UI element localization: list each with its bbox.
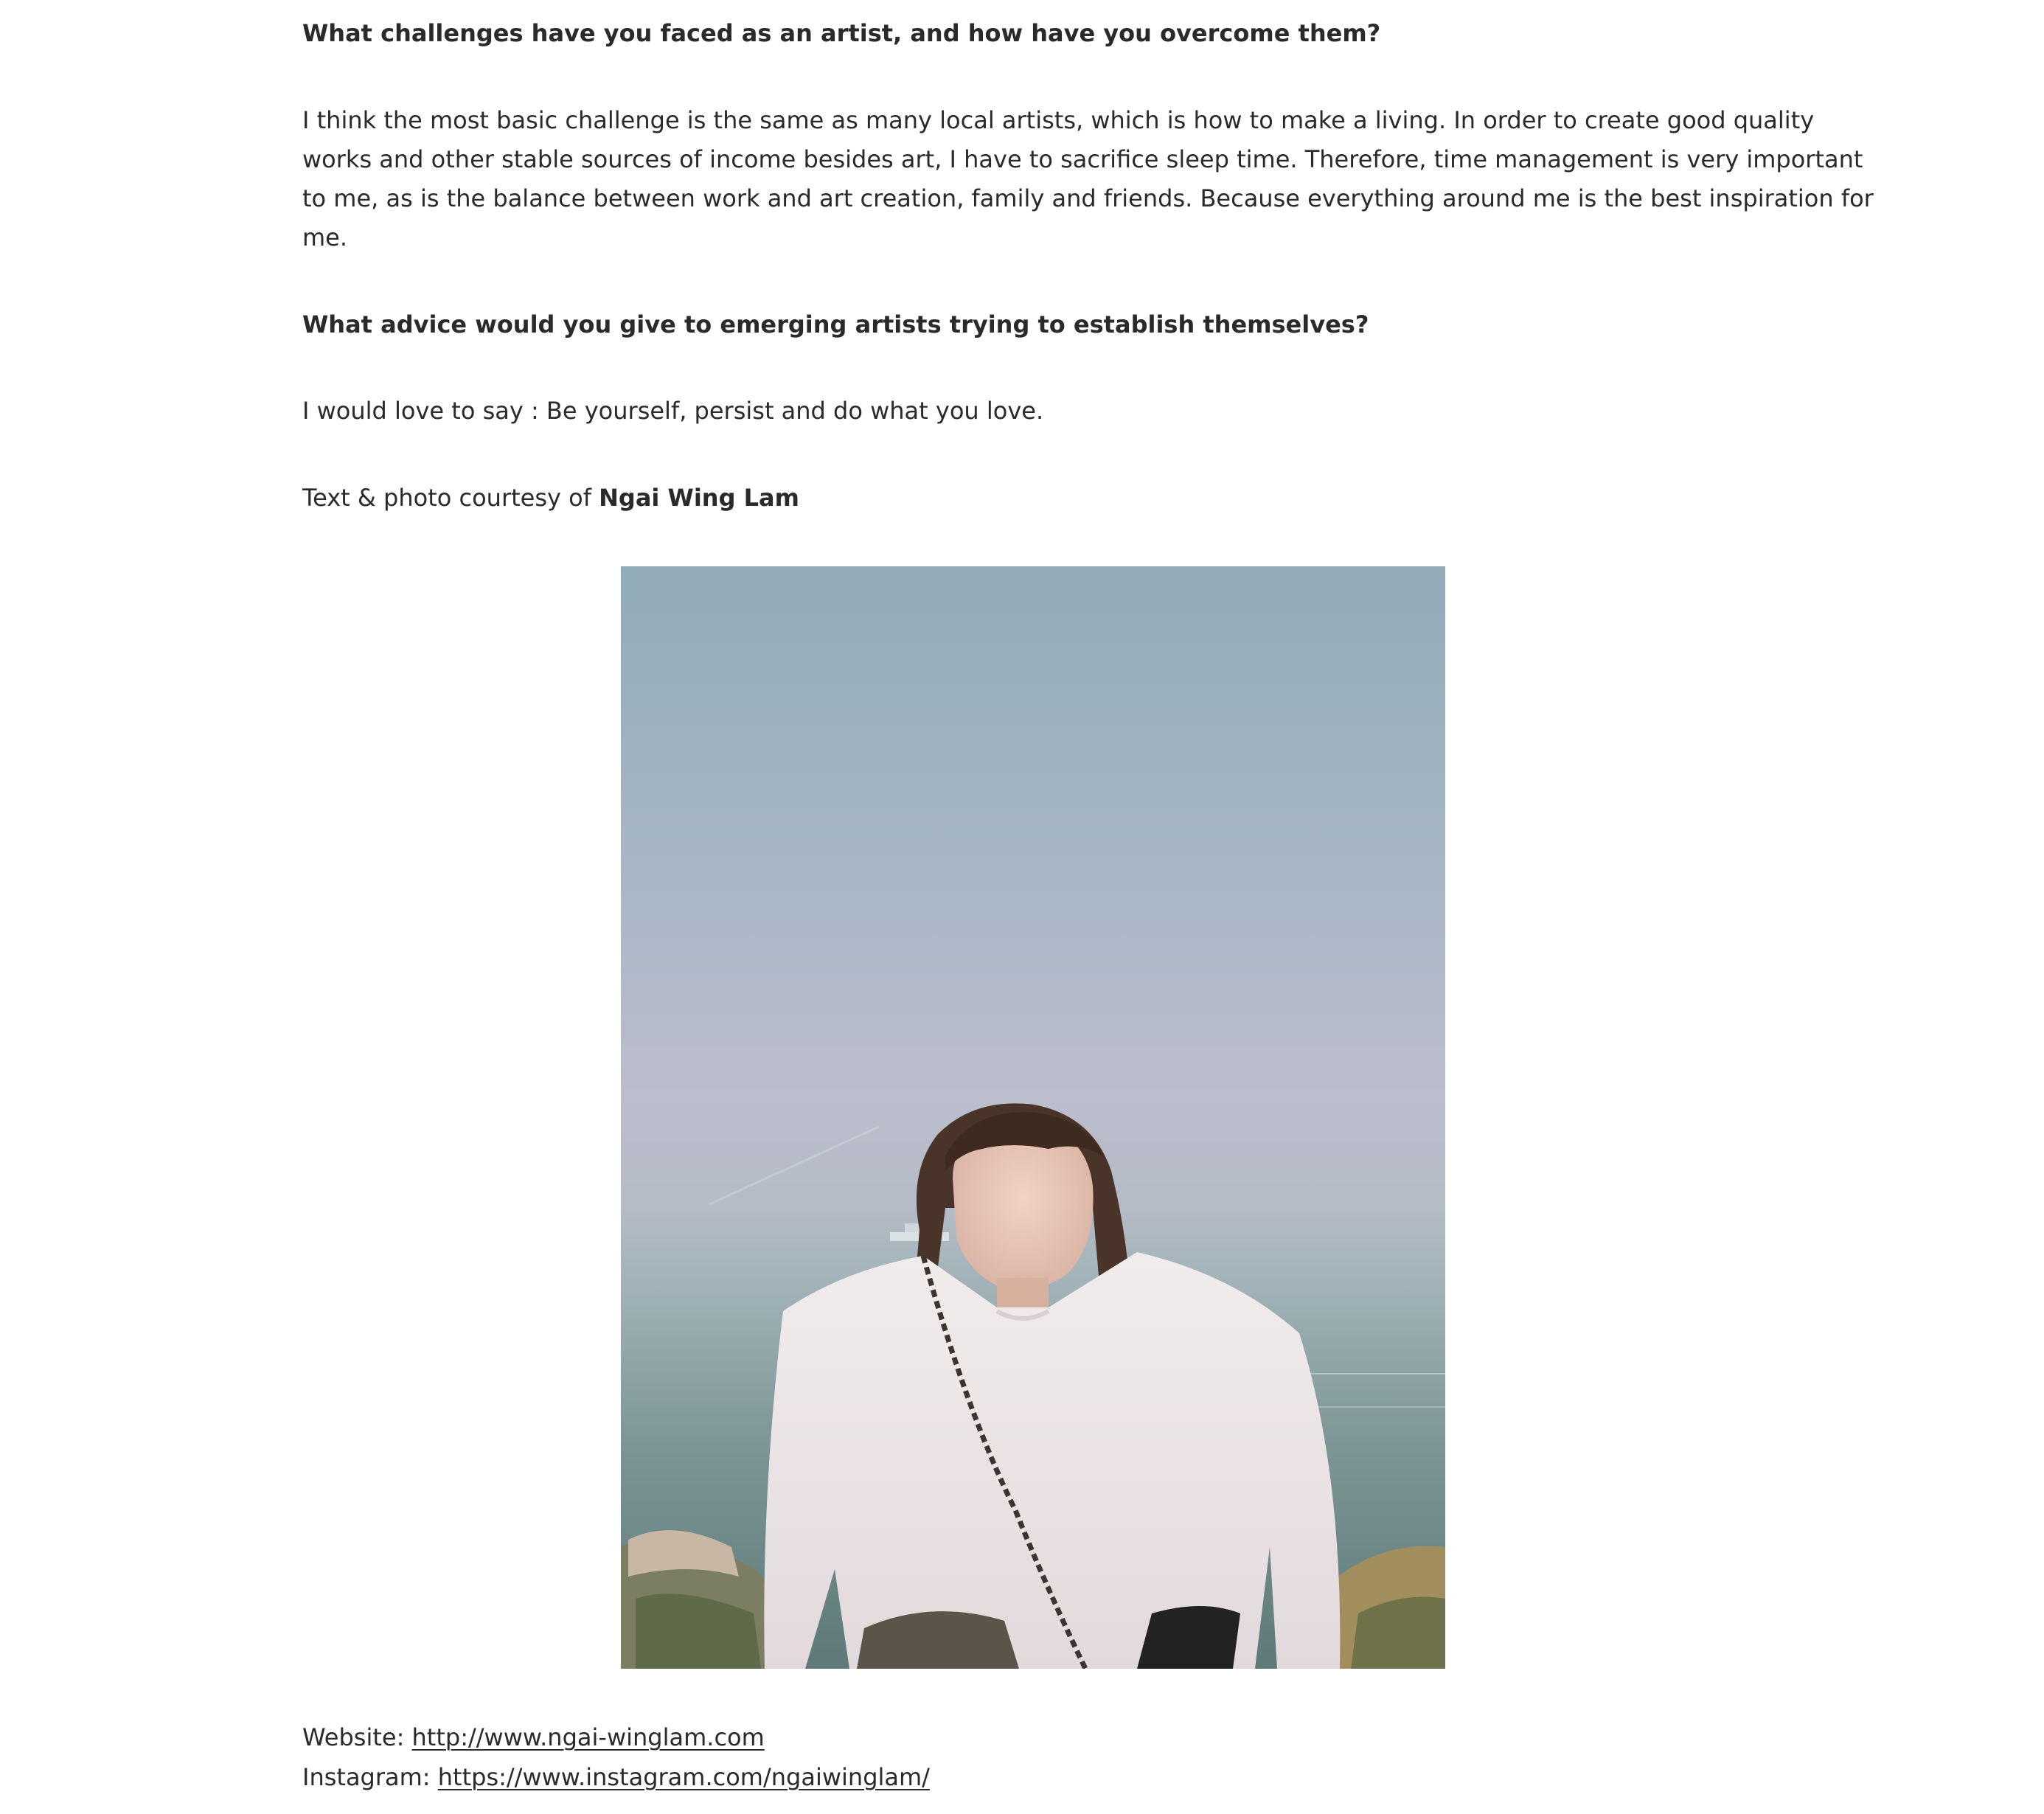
photo-credit-prefix: Text & photo courtesy of <box>302 484 599 512</box>
answer-challenges-line-2: works and other stable sources of income besides art, I have to sacrifice sleep time. Therefore, time management is very important <box>302 145 1863 173</box>
instagram-link[interactable]: https://www.instagram.com/ngaiwinglam/ <box>437 1762 930 1791</box>
question-advice: What advice would you give to emerging artists trying to establish themselves? <box>302 310 1369 338</box>
artist-name: Ngai Wing Lam <box>599 484 799 512</box>
answer-challenges-line-3: to me, as is the balance between work and art creation, family and friends. Because everything around me is the best inspiration for <box>302 184 1874 212</box>
answer-challenges-line-4: me. <box>302 223 348 251</box>
website-link[interactable]: http://www.ngai-winglam.com <box>411 1723 765 1751</box>
website-label: Website: <box>302 1723 412 1751</box>
answer-challenges-line-1: I think the most basic challenge is the same as many local artists, which is how to make a living. In order to create good quality <box>302 106 1815 134</box>
artist-portrait-photo <box>621 566 1445 1669</box>
instagram-label: Instagram: <box>302 1762 438 1791</box>
instagram-row <box>302 1758 930 1798</box>
website-row <box>302 1718 930 1758</box>
photo-credit <box>302 479 799 518</box>
artist-links <box>302 1718 930 1797</box>
answer-advice: I would love to say : Be yourself, persist and do what you love. <box>302 397 1044 425</box>
question-challenges: What challenges have you faced as an artist, and how have you overcome them? <box>302 19 1381 47</box>
